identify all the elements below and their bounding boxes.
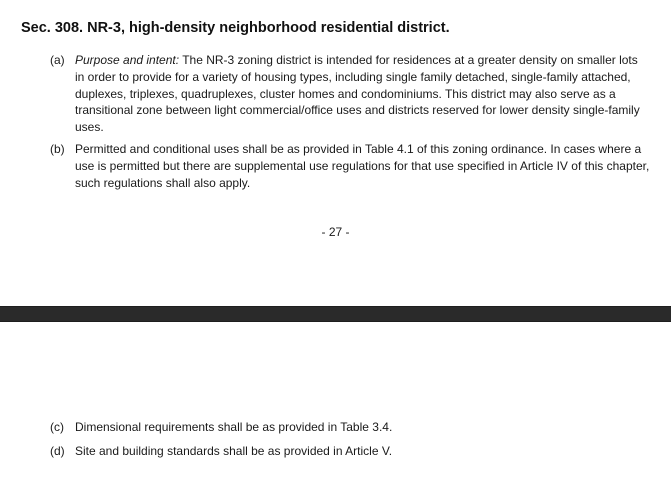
page-break-divider [0, 306, 671, 322]
paragraph-c [50, 419, 650, 437]
paragraph-marker: (b) [50, 142, 65, 156]
paragraph-b [50, 141, 650, 193]
page-number: - 27 - [321, 225, 350, 239]
paragraph-marker: (d) [50, 444, 65, 458]
paragraph-text: Permitted and conditional uses shall be as provided in Table 4.1 of this zoning ordinance. In cases where a use is permitted but there are supplemental use regulations for that use specified in Article IV of this chapter, such regulations shall also apply. [75, 142, 650, 190]
section-heading: Sec. 308. NR-3, high-density neighborhood residential district. [21, 20, 450, 36]
document-page-lower [0, 322, 671, 477]
purpose-lead-in: Purpose and intent: [75, 53, 180, 67]
paragraph-text: Site and building standards shall be as provided in Article V. [75, 444, 393, 458]
paragraph-marker: (c) [50, 420, 64, 434]
paragraph-text: Dimensional requirements shall be as provided in Table 3.4. [75, 420, 393, 434]
paragraph-a [50, 52, 650, 138]
paragraph-d [50, 443, 650, 461]
paragraph-marker: (a) [50, 53, 65, 67]
paragraph-body [75, 52, 650, 136]
paragraph-text: The NR-3 zoning district is intended for residences at a greater density on smaller lots in order to provide for a variety of housing types, including single family detached, single-family attached, duplexes, triplexes, quadruplexes, cluster homes and condominiums. This district may also serve as a transitional zone between light commercial/office uses and districts reserved for lower density single-family uses. [75, 53, 640, 135]
